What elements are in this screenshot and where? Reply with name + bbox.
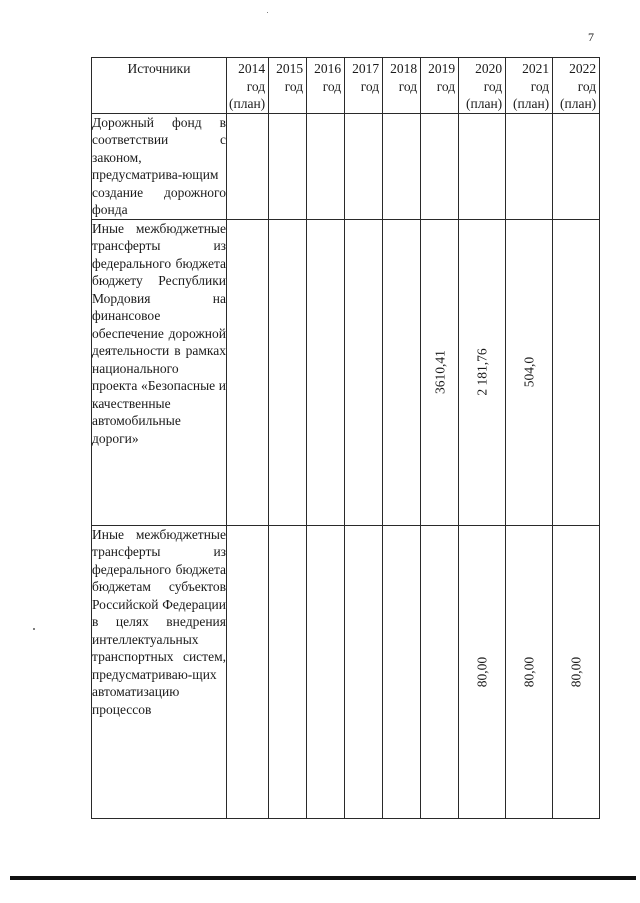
sources-table: [91, 57, 600, 819]
header-plan: (план): [560, 96, 597, 111]
value-text: 80,00: [474, 656, 490, 687]
value-cell: [227, 113, 269, 219]
value-cell: [307, 219, 345, 525]
value-cell: [383, 219, 421, 525]
table-row: [92, 113, 600, 219]
header-year: 2019: [428, 61, 456, 76]
header-year: 2017: [352, 61, 380, 76]
header-year-2022: [553, 58, 600, 114]
value-cell: [459, 525, 506, 818]
header-plan: (план): [229, 96, 266, 111]
value-cell: [227, 219, 269, 525]
source-cell: Иные межбюджетные трансферты из федерального бюджета бюджетам субъектов Российской Федерации в целях внедрения интеллектуальных транспортных систем, предусматриваю-щих автоматизацию процессов: [92, 525, 227, 818]
header-year-2021: [506, 58, 553, 114]
header-unit: год: [284, 78, 304, 94]
value-cell: [345, 525, 383, 818]
header-unit: год: [436, 78, 456, 94]
value-cell: [345, 219, 383, 525]
header-year-2019: [421, 58, 459, 114]
value-cell: [459, 219, 506, 525]
header-unit: год: [483, 78, 503, 94]
value-cell: [553, 219, 600, 525]
header-year-2015: [269, 58, 307, 114]
value-cell: [553, 113, 600, 219]
header-unit: год: [322, 78, 342, 94]
value-cell: [307, 113, 345, 219]
value-cell: [383, 525, 421, 818]
value-cell: [269, 219, 307, 525]
header-year-2014: [227, 58, 269, 114]
header-year: 2022: [569, 61, 597, 76]
header-year: 2016: [314, 61, 342, 76]
header-year-2020: [459, 58, 506, 114]
value-text: 2 181,76: [474, 348, 490, 396]
value-cell: [421, 113, 459, 219]
table-row: [92, 525, 600, 818]
header-year-2017: [345, 58, 383, 114]
value-cell: [307, 525, 345, 818]
header-unit: год: [530, 78, 550, 94]
value-text: 504,0: [521, 356, 537, 388]
header-unit: год: [577, 78, 597, 94]
page-bottom-rule: [10, 876, 636, 880]
value-text: 3610,41: [431, 350, 447, 394]
value-text: 80,00: [521, 656, 537, 687]
header-unit: год: [360, 78, 380, 94]
header-sources: Источники: [92, 58, 227, 114]
value-cell: [269, 113, 307, 219]
header-year-2016: [307, 58, 345, 114]
header-year-2018: [383, 58, 421, 114]
value-cell: [227, 525, 269, 818]
header-year: 2020: [475, 61, 503, 76]
value-cell: [345, 113, 383, 219]
header-unit: год: [246, 78, 266, 94]
header-plan: (план): [513, 96, 550, 111]
value-cell: [421, 525, 459, 818]
page-number: 7: [588, 30, 594, 44]
value-cell: [506, 113, 553, 219]
value-text: 80,00: [568, 656, 584, 687]
value-cell: [421, 219, 459, 525]
value-cell: [506, 525, 553, 818]
header-year: 2014: [238, 61, 266, 76]
header-year: 2015: [276, 61, 304, 76]
table-header-row: [92, 58, 600, 114]
header-year: 2018: [390, 61, 418, 76]
value-cell: [459, 113, 506, 219]
value-cell: [506, 219, 553, 525]
scan-speck: [267, 12, 268, 13]
value-cell: [269, 525, 307, 818]
table-row: [92, 219, 600, 525]
header-year: 2021: [522, 61, 550, 76]
value-cell: [383, 113, 421, 219]
source-cell: Иные межбюджетные трансферты из федерального бюджета бюджету Республики Мордовия на финансовое обеспечение дорожной деятельности в рамках национального проекта «Безопасные и качественные автомобильные дороги»: [92, 219, 227, 525]
source-cell: Дорожный фонд в соответствии с законом, предусматрива-ющим создание дорожного фонда: [92, 114, 226, 217]
value-cell: [553, 525, 600, 818]
header-unit: год: [398, 78, 418, 94]
header-plan: (план): [466, 96, 503, 111]
scan-speck: [33, 628, 35, 630]
